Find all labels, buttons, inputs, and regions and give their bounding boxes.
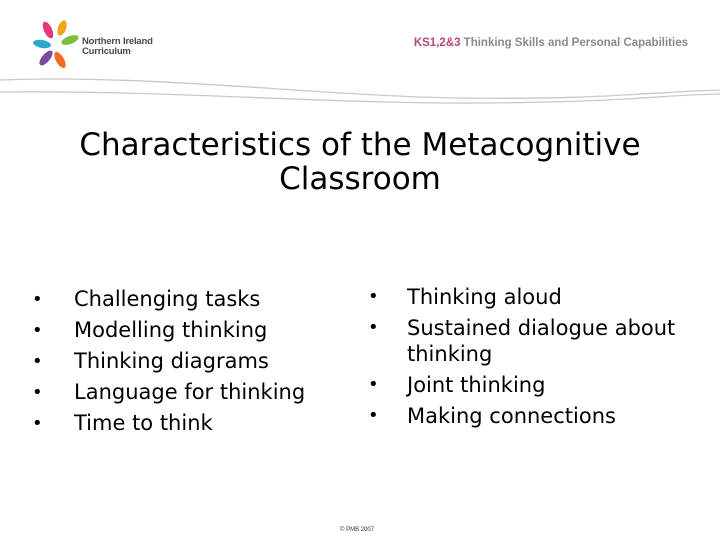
curriculum-logo [30, 18, 170, 78]
logo-line-2: Curriculum [82, 46, 131, 57]
logo-line-1: Northern Ireland [82, 36, 153, 47]
left-bullet-list [30, 284, 360, 439]
header-title-rest: Thinking Skills and Personal Capabilities [460, 37, 688, 49]
header-title-accent: KS1,2&3 [413, 37, 461, 49]
list-item: • Time to think [30, 408, 360, 439]
right-bullet-list [360, 284, 690, 434]
list-item: • Sustained dialogue about thinking [360, 315, 690, 367]
list-item: • Thinking diagrams [30, 346, 360, 377]
list-item: • Thinking aloud [360, 284, 690, 310]
slide-title: Characteristics of the Metacognitive Classroom [79, 127, 641, 197]
list-item: • Modelling thinking [30, 315, 360, 346]
curriculum-logo-icon [30, 18, 82, 78]
copyright-footer: © PMB 2007 [340, 527, 375, 533]
list-item: • Making connections [360, 403, 690, 429]
logo-wordmark [82, 37, 153, 57]
header-divider [0, 70, 720, 110]
list-item: • Joint thinking [360, 372, 690, 398]
list-item: • Language for thinking [30, 377, 360, 408]
list-item: • Challenging tasks [30, 284, 360, 315]
header-title [414, 37, 688, 49]
